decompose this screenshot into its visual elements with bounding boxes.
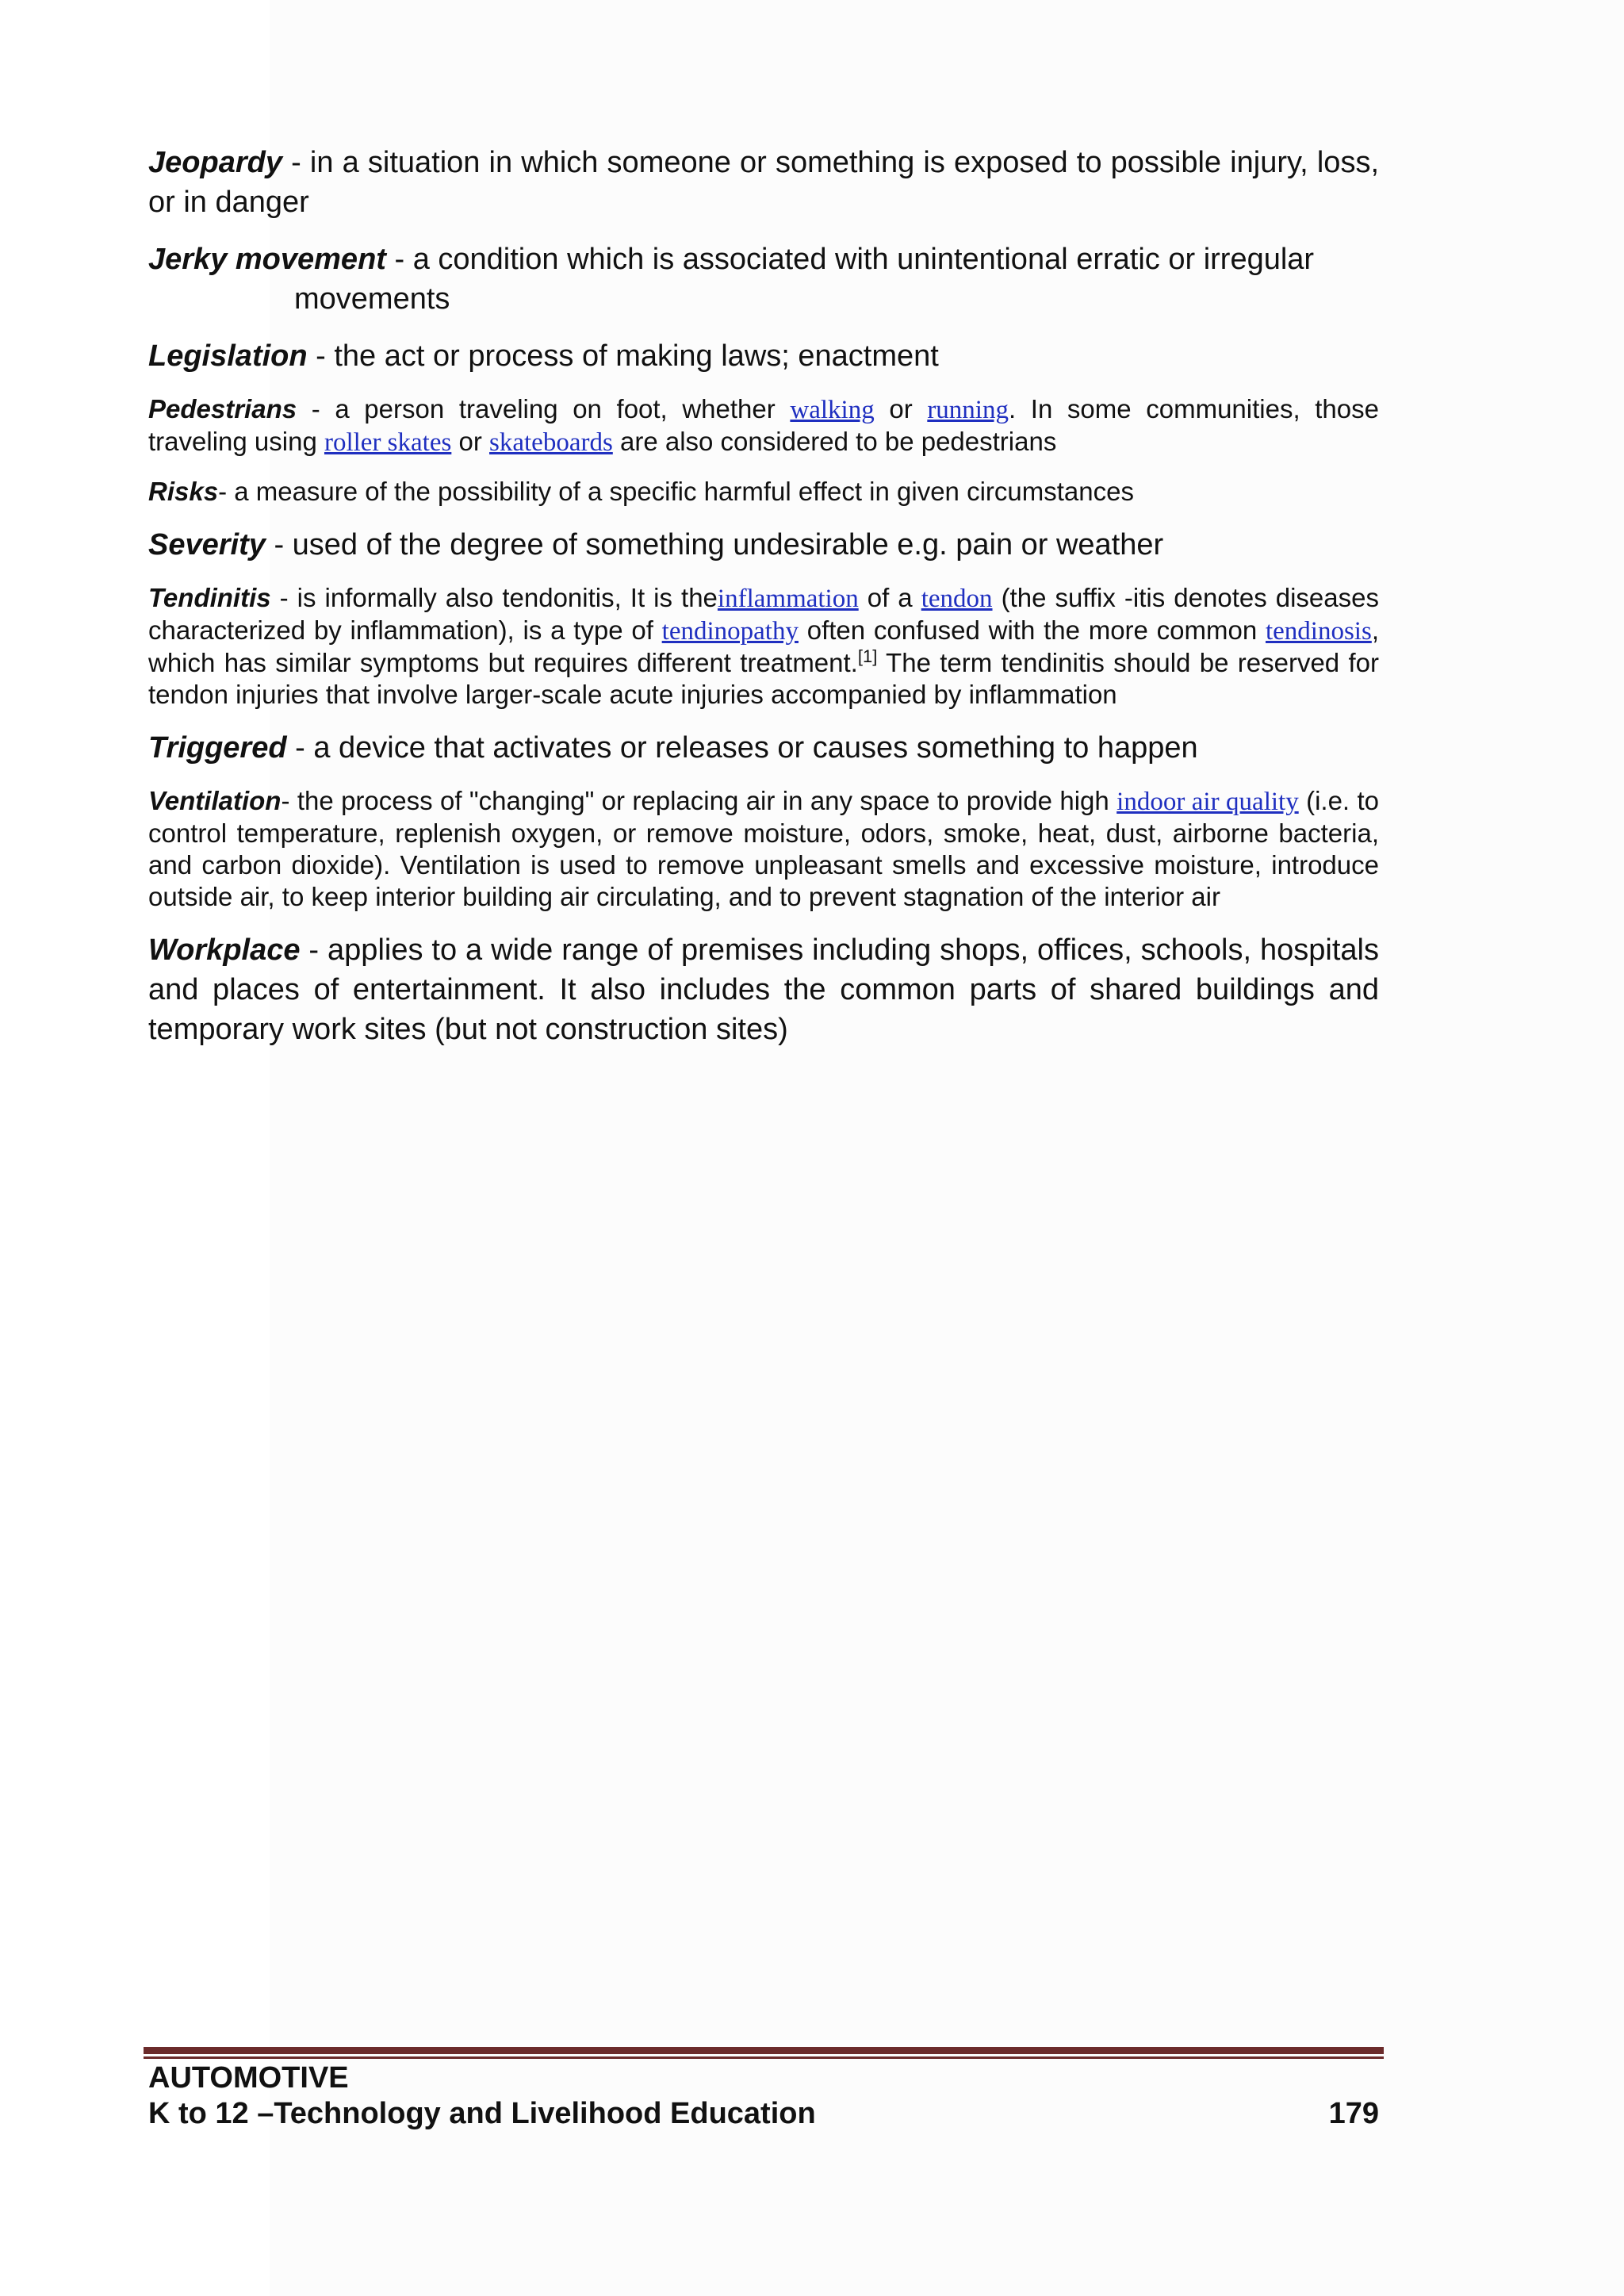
entry-ventilation [148, 785, 1379, 913]
term-triggered: Triggered [148, 731, 287, 765]
definition-jerky-movement-cont: movements [294, 282, 450, 316]
definition-text: The term tendinitis should be reserved for tendon injuries that involve larger-scale acute injuries accompanied by inflammation [148, 648, 1379, 709]
definition-text: - the process of "changing" or replacing air in any space to provide high [281, 786, 1117, 815]
link-tendinosis[interactable]: tendinosis [1265, 617, 1372, 646]
footer-course-title: K to 12 –Technology and Livelihood Education [148, 2097, 816, 2130]
definition-text: (i.e. to control temperature, replenish oxygen, or remove moisture, odors, smoke, heat, dust, airborne bacteria, and carbon dioxide). Ventilation is used to remove unpleasant smells and excessive moisture, introduce outside air, to keep interior building air circulating, and to prevent stagnation of the interior air [148, 786, 1379, 911]
term-jerky-movement: Jerky movement [148, 243, 386, 276]
entry-legislation [148, 336, 1379, 376]
entry-risks [148, 476, 1379, 508]
term-jeopardy: Jeopardy [148, 146, 282, 179]
definition-text: or [451, 427, 490, 456]
entry-jeopardy [148, 143, 1379, 222]
definition-text: are also considered to be pedestrians [612, 427, 1057, 456]
definition-risks: - a measure of the possibility of a specific harmful effect in given circumstances [218, 477, 1134, 506]
footer-subject: AUTOMOTIVE [148, 2061, 349, 2095]
link-running[interactable]: running [927, 396, 1009, 424]
footer-row [148, 2096, 1379, 2132]
entry-severity [148, 525, 1379, 565]
definition-jerky-movement: - a condition which is associated with unintentional erratic or irregular [385, 243, 1315, 276]
definition-triggered: - a device that activates or releases or causes something to happen [286, 731, 1198, 765]
link-roller-skates[interactable]: roller skates [324, 428, 452, 457]
term-pedestrians: Pedestrians [148, 394, 297, 424]
link-indoor-air-quality[interactable]: indoor air quality [1116, 788, 1299, 816]
term-workplace: Workplace [148, 933, 301, 967]
link-inflammation[interactable]: inflammation [717, 585, 859, 613]
definition-text: - is informally also tendonitis, It is the [270, 583, 718, 612]
definition-workplace: - applies to a wide range of premises including shops, offices, schools, hospitals and places of entertainment. It also includes the common parts of shared buildings and temporary work sites (but not construction sites) [148, 933, 1379, 1046]
definition-text: often confused with the more common [798, 615, 1266, 645]
definition-legislation: - the act or process of making laws; enactment [307, 339, 939, 373]
definition-text: of a [858, 583, 921, 612]
link-tendinopathy[interactable]: tendinopathy [661, 617, 799, 646]
glossary-content [148, 143, 1379, 1067]
term-tendinitis: Tendinitis [148, 583, 271, 612]
definition-text: (the suffix -itis denotes diseases characterized by inflammation), is a type of [148, 583, 1379, 645]
definition-text: . In some communities, those traveling using [148, 394, 1379, 456]
entry-pedestrians [148, 393, 1379, 458]
term-legislation: Legislation [148, 339, 308, 373]
footer-divider [144, 2047, 1384, 2059]
entry-triggered [148, 728, 1379, 768]
definition-severity: - used of the degree of something undesirable e.g. pain or weather [265, 528, 1164, 562]
definition-text: or [874, 394, 928, 424]
definition-text: , which has similar symptoms but requires different treatment. [148, 615, 1379, 677]
entry-jerky-movement [148, 240, 1379, 319]
page-footer [148, 2060, 1379, 2132]
definition-text: - a person traveling on foot, whether [297, 394, 791, 424]
link-skateboards[interactable]: skateboards [489, 428, 613, 457]
term-ventilation: Ventilation [148, 786, 282, 815]
term-risks: Risks [148, 477, 219, 506]
page-number: 179 [1328, 2097, 1379, 2130]
definition-jeopardy: - in a situation in which someone or something is exposed to possible injury, loss, or in danger [148, 146, 1379, 219]
entry-workplace [148, 930, 1379, 1049]
link-walking[interactable]: walking [790, 396, 875, 424]
citation-superscript: [1] [857, 646, 878, 666]
entry-tendinitis [148, 582, 1379, 711]
link-tendon[interactable]: tendon [921, 585, 993, 613]
term-severity: Severity [148, 528, 266, 562]
